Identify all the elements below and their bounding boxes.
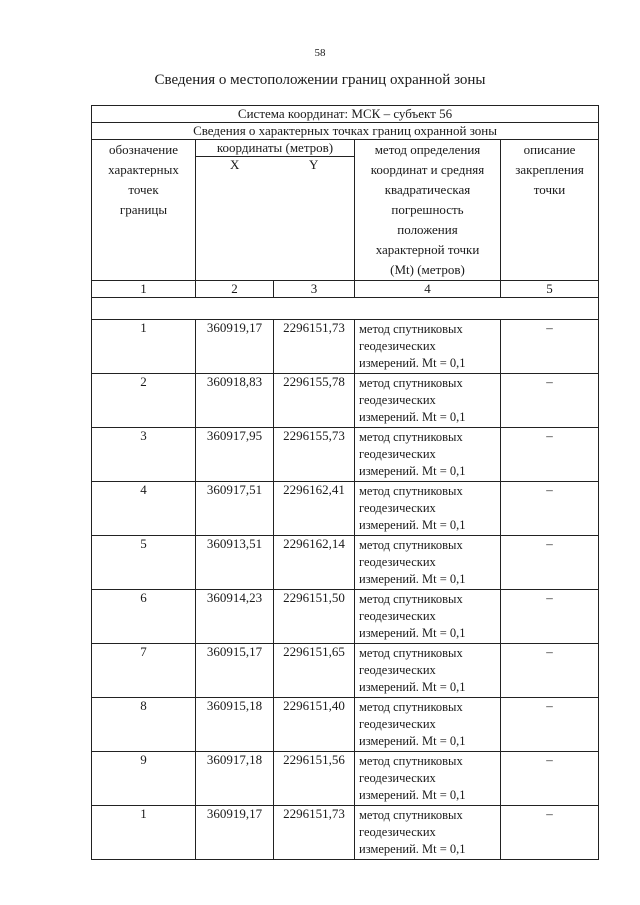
method-line: метод спутниковых xyxy=(359,322,463,336)
fixing-description: – xyxy=(501,752,599,806)
column-number: 1 xyxy=(92,281,196,298)
header-method-line: координат и средняя xyxy=(370,162,485,177)
fixing-description: – xyxy=(501,590,599,644)
table-row xyxy=(92,428,599,482)
point-number: 8 xyxy=(92,698,196,752)
point-number: 5 xyxy=(92,536,196,590)
fixing-description: – xyxy=(501,482,599,536)
table-row xyxy=(92,482,599,536)
header-method-line: положения xyxy=(397,222,458,237)
method-cell xyxy=(355,374,501,428)
point-number: 7 xyxy=(92,644,196,698)
method-line: измерений. Mt = 0,1 xyxy=(359,788,466,802)
coord-y: 2296151,73 xyxy=(274,320,355,374)
boundary-points-table xyxy=(91,105,599,860)
method-line: измерений. Mt = 0,1 xyxy=(359,464,466,478)
method-line: метод спутниковых xyxy=(359,754,463,768)
table-row xyxy=(92,644,599,698)
method-line: геодезических xyxy=(359,339,436,353)
fixing-description: – xyxy=(501,536,599,590)
method-line: геодезических xyxy=(359,555,436,569)
method-line: измерений. Mt = 0,1 xyxy=(359,572,466,586)
header-designation xyxy=(92,140,196,281)
point-number: 2 xyxy=(92,374,196,428)
header-method-line: квадратическая xyxy=(384,182,471,197)
coord-x: 360915,18 xyxy=(196,698,274,752)
method-line: метод спутниковых xyxy=(359,646,463,660)
table-row xyxy=(92,374,599,428)
method-line: метод спутниковых xyxy=(359,376,463,390)
coord-y: 2296155,78 xyxy=(274,374,355,428)
method-line: измерений. Mt = 0,1 xyxy=(359,626,466,640)
spacer-row xyxy=(92,298,599,320)
point-number: 1 xyxy=(92,806,196,860)
method-line: метод спутниковых xyxy=(359,484,463,498)
method-line: измерений. Mt = 0,1 xyxy=(359,518,466,532)
coord-y: 2296151,73 xyxy=(274,806,355,860)
header-method xyxy=(355,140,501,281)
method-line: измерений. Mt = 0,1 xyxy=(359,842,466,856)
method-cell xyxy=(355,590,501,644)
coord-y: 2296151,40 xyxy=(274,698,355,752)
point-number: 9 xyxy=(92,752,196,806)
method-line: геодезических xyxy=(359,609,436,623)
header-coordinates: координаты (метров) xyxy=(196,140,355,157)
table-row xyxy=(92,590,599,644)
table-subtitle: Сведения о характерных точках границ охранной зоны xyxy=(92,123,599,140)
column-number: 2 xyxy=(196,281,274,298)
table-row xyxy=(92,320,599,374)
coord-x: 360918,83 xyxy=(196,374,274,428)
method-line: геодезических xyxy=(359,663,436,677)
method-line: геодезических xyxy=(359,825,436,839)
method-cell xyxy=(355,482,501,536)
method-cell xyxy=(355,428,501,482)
point-number: 4 xyxy=(92,482,196,536)
method-line: измерений. Mt = 0,1 xyxy=(359,680,466,694)
header-fixing-line: описание xyxy=(523,142,576,157)
method-cell xyxy=(355,806,501,860)
point-number: 1 xyxy=(92,320,196,374)
method-line: метод спутниковых xyxy=(359,808,463,822)
point-number: 3 xyxy=(92,428,196,482)
coord-x: 360914,23 xyxy=(196,590,274,644)
method-cell xyxy=(355,320,501,374)
method-cell xyxy=(355,644,501,698)
header-designation-line: границы xyxy=(119,202,168,217)
method-line: геодезических xyxy=(359,501,436,515)
method-line: измерений. Mt = 0,1 xyxy=(359,734,466,748)
header-fixing-line: точки xyxy=(533,182,566,197)
method-line: метод спутниковых xyxy=(359,700,463,714)
header-designation-line: обозначение xyxy=(109,142,178,157)
method-line: метод спутниковых xyxy=(359,592,463,606)
coord-y: 2296162,41 xyxy=(274,482,355,536)
coord-x: 360913,51 xyxy=(196,536,274,590)
table-row xyxy=(92,806,599,860)
coord-y: 2296151,56 xyxy=(274,752,355,806)
coord-y: 2296162,14 xyxy=(274,536,355,590)
table-row xyxy=(92,752,599,806)
header-fixing-line: закрепления xyxy=(515,162,584,177)
coord-y: 2296151,65 xyxy=(274,644,355,698)
method-cell xyxy=(355,536,501,590)
header-method-line: метод определения xyxy=(374,142,481,157)
column-number: 3 xyxy=(274,281,355,298)
coord-x: 360917,95 xyxy=(196,428,274,482)
table-body xyxy=(92,320,599,860)
method-line: метод спутниковых xyxy=(359,538,463,552)
point-number: 6 xyxy=(92,590,196,644)
header-designation-line: характерных xyxy=(108,162,179,177)
document-title: Сведения о местоположении границ охранной зоны xyxy=(154,72,486,88)
table-row xyxy=(92,536,599,590)
method-cell xyxy=(355,752,501,806)
header-y: Y xyxy=(274,157,355,281)
method-line: геодезических xyxy=(359,393,436,407)
fixing-description: – xyxy=(501,428,599,482)
header-fixing xyxy=(501,140,599,281)
header-x: X xyxy=(196,157,274,281)
method-cell xyxy=(355,698,501,752)
method-line: измерений. Mt = 0,1 xyxy=(359,410,466,424)
fixing-description: – xyxy=(501,644,599,698)
coord-y: 2296155,73 xyxy=(274,428,355,482)
header-method-line: характерной точки xyxy=(375,242,480,257)
header-method-line: (Mt) (метров) xyxy=(390,262,465,277)
page-number: 58 xyxy=(314,47,326,59)
method-line: геодезических xyxy=(359,447,436,461)
coord-x: 360919,17 xyxy=(196,806,274,860)
table-row xyxy=(92,698,599,752)
coord-y: 2296151,50 xyxy=(274,590,355,644)
fixing-description: – xyxy=(501,374,599,428)
coordinate-system-header: Система координат: МСК – субъект 56 xyxy=(92,106,599,123)
coord-x: 360915,17 xyxy=(196,644,274,698)
fixing-description: – xyxy=(501,698,599,752)
coord-x: 360917,18 xyxy=(196,752,274,806)
coord-x: 360917,51 xyxy=(196,482,274,536)
fixing-description: – xyxy=(501,806,599,860)
method-line: измерений. Mt = 0,1 xyxy=(359,356,466,370)
column-number: 4 xyxy=(355,281,501,298)
method-line: метод спутниковых xyxy=(359,430,463,444)
column-number: 5 xyxy=(501,281,599,298)
method-line: геодезических xyxy=(359,771,436,785)
fixing-description: – xyxy=(501,320,599,374)
method-line: геодезических xyxy=(359,717,436,731)
header-method-line: погрешность xyxy=(391,202,464,217)
header-designation-line: точек xyxy=(128,182,159,197)
coord-x: 360919,17 xyxy=(196,320,274,374)
